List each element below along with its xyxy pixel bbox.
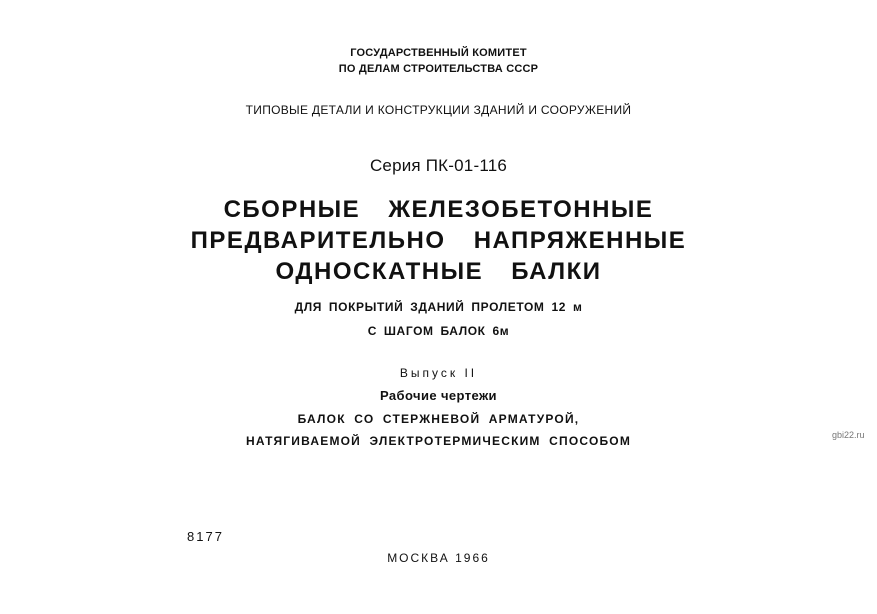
title-line3: ОДНОСКАТНЫЕ БАЛКИ bbox=[275, 258, 602, 285]
description-line1: БАЛОК СО СТЕРЖНЕВОЙ АРМАТУРОЙ, bbox=[297, 412, 580, 426]
issue-number: Выпуск II bbox=[399, 366, 478, 380]
description-line2: НАТЯГИВАЕМОЙ ЭЛЕКТРОТЕРМИЧЕСКИМ СПОСОБОМ bbox=[245, 434, 632, 448]
typical-details-heading: ТИПОВЫЕ ДЕТАЛИ И КОНСТРУКЦИИ ЗДАНИЙ И СООРУЖЕНИЙ bbox=[245, 103, 632, 117]
watermark-label: gbi22.ru bbox=[832, 430, 865, 440]
committee-name-line2: ПО ДЕЛАМ СТРОИТЕЛЬСТВА СССР bbox=[338, 63, 539, 75]
work-drawings-label: Рабочие чертежи bbox=[380, 388, 497, 403]
subtitle-line1: ДЛЯ ПОКРЫТИЙ ЗДАНИЙ ПРОЛЕТОМ 12 м bbox=[294, 300, 583, 314]
document-number: 8177 bbox=[187, 529, 224, 544]
city-year-footer: МОСКВА 1966 bbox=[387, 551, 490, 565]
title-line1: СБОРНЫЕ ЖЕЛЕЗОБЕТОННЫЕ bbox=[223, 196, 654, 223]
series-number: Серия ПК-01-116 bbox=[369, 156, 508, 175]
committee-name-line1: ГОСУДАРСТВЕННЫЙ КОМИТЕТ bbox=[350, 47, 527, 59]
title-line2: ПРЕДВАРИТЕЛЬНО НАПРЯЖЕННЫЕ bbox=[190, 227, 687, 254]
subtitle-line2: С ШАГОМ БАЛОК 6м bbox=[367, 324, 510, 338]
